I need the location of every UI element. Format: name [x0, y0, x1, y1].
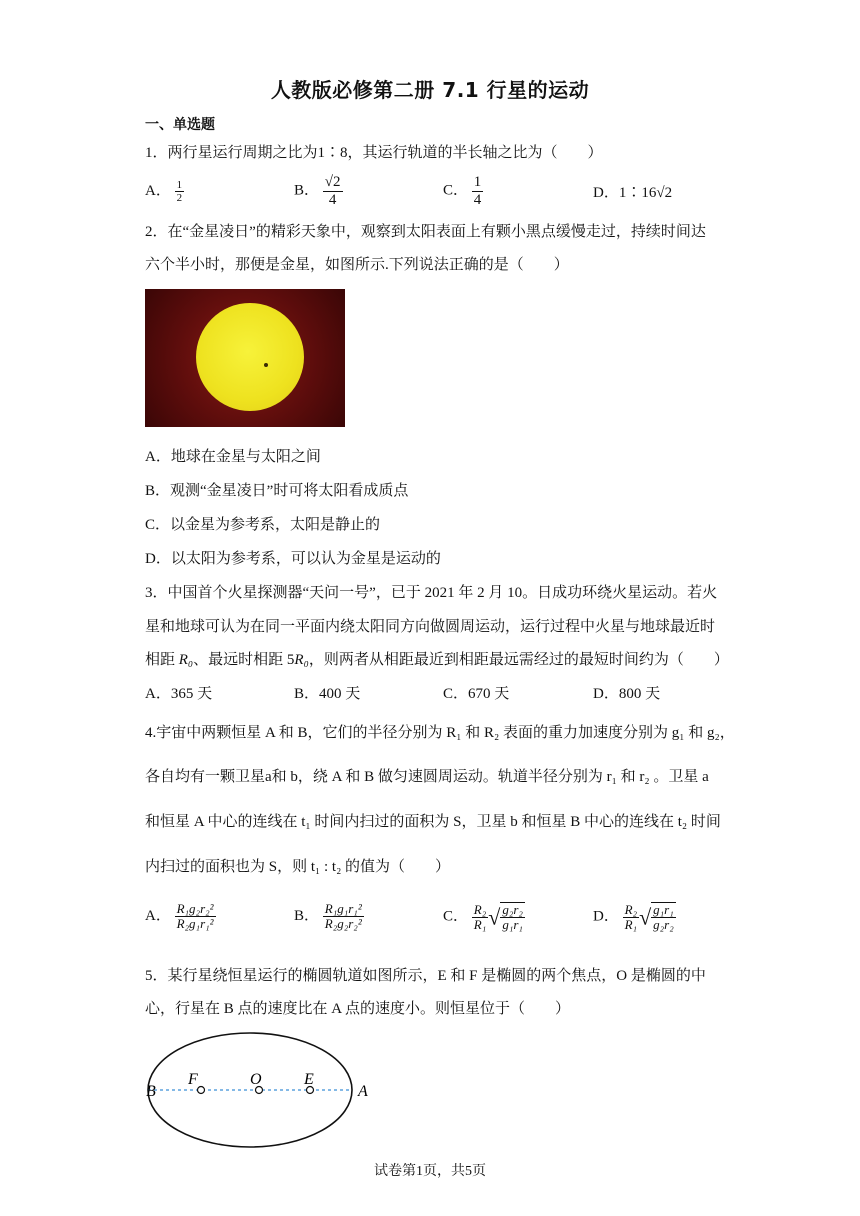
q4-a-label: A．	[145, 908, 171, 925]
q3-line3: 相距 R₀、最远时相距 5R₀，则两者从相距最近到相距最远需经过的最短时间约为（ ）	[145, 652, 729, 668]
q4-c-frac: $\frac{\text{g₂r₂}}{\text{g₁r₁}}$	[502, 902, 523, 933]
q1-d-label: D．	[593, 185, 619, 201]
q3-option-d[interactable]: D．800 天	[593, 686, 661, 702]
q1-option-a[interactable]	[145, 179, 184, 204]
label-f: F	[188, 1071, 198, 1088]
q4-b-frac: $\frac{\text{R₁g₁r₁²}}{\text{R₂g₂r₂²}}$	[324, 901, 362, 932]
label-b: B	[146, 1083, 156, 1100]
q1-option-d[interactable]	[593, 181, 672, 202]
q1-a-label: A．	[145, 183, 171, 200]
q4-option-a[interactable]	[145, 902, 216, 932]
q2-line1: 2．在“金星凌日”的精彩天象中，观察到太阳表面上有颗小黑点缓慢走过，持续时间达	[145, 224, 706, 240]
q3-option-b[interactable]: B．400 天	[294, 686, 361, 702]
q3-line1: 3．中国首个火星探测器“天问一号”，已于 2021 年 2 月 10。日成功环绕火星运动。若火	[145, 585, 718, 601]
q1-d-value: 1∶16√2	[618, 185, 673, 201]
q4-d-frac: $\frac{\text{g₁r₁}}{\text{g₂r₂}}$	[653, 902, 674, 933]
q2-option-c[interactable]: C．以金星为参考系，太阳是静止的	[145, 517, 381, 533]
q2-option-a[interactable]: A．地球在金星与太阳之间	[145, 449, 321, 465]
q4-line3: 和恒星 A 中心的连线在 t₁ 时间内扫过的面积为 S，卫星 b 和恒星 B 中心的连线在 t₂ 时间	[145, 814, 721, 830]
focus-f	[198, 1087, 205, 1094]
q2-line2: 六个半小时，那便是金星，如图所示.下列说法正确的是（ ）	[145, 257, 569, 273]
q5-line1: 5．某行星绕恒星运行的椭圆轨道如图所示，E 和 F 是椭圆的两个焦点，O 是椭圆的中	[145, 968, 706, 984]
q4-line4: 内扫过的面积也为 S，则 t₁ : t₂ 的值为（ ）	[145, 859, 451, 875]
q1-c-frac: $\frac{1}{4}$	[473, 174, 482, 208]
q2-option-b[interactable]: B．观测“金星凌日”时可将太阳看成质点	[145, 483, 409, 499]
label-o: O	[250, 1071, 262, 1088]
q4-line1: 4.宇宙中两颗恒星 A 和 B，它们的半径分别为 R₁ 和 R₂ 表面的重力加速度分别为 g₁ 和 g₂，	[145, 725, 735, 741]
sun-disk	[196, 303, 304, 411]
q1-c-label: C．	[443, 182, 469, 199]
q3-line2: 星和地球可认为在同一平面内绕太阳同方向做圆周运动，运行过程中火星与地球最近时	[145, 619, 716, 635]
q4-option-c[interactable]: C． $\frac{\text{R₂}}{\text{R₁}}$ √ $\frac{\text{g₂r₂}}{\text{g₁r₁}}$	[443, 901, 523, 933]
q4-c-pre: $\frac{\text{R₂}}{\text{R₁}}$	[473, 901, 487, 932]
q3-option-c[interactable]: C．670 天	[443, 686, 510, 702]
q1-stem: 1．两行星运行周期之比为1∶8，其运行轨道的半长轴之比为（ ）	[145, 145, 603, 161]
q1-a-frac: $\frac{1}{2}$	[176, 179, 183, 205]
q1-b-frac: $\frac{√2}{4}$	[324, 174, 341, 208]
q4-a-frac: $\frac{\text{R₁g₂r₂²}}{\text{R₂g₁r₁²}}$	[176, 901, 214, 932]
page-title: 人教版必修第二册 7.1 行星的运动	[270, 78, 590, 102]
q4-option-b[interactable]	[294, 902, 364, 932]
q4-option-d[interactable]: D． $\frac{\text{R₂}}{\text{R₁}}$ √ $\frac{\text{g₁r₁}}{\text{g₂r₂}}$	[593, 901, 674, 933]
venus-dot	[264, 363, 268, 367]
q1-option-b[interactable]	[294, 174, 343, 208]
label-e: E	[304, 1071, 314, 1088]
q4-c-label: C．	[443, 908, 469, 925]
q5-line2: 心，行星在 B 点的速度比在 A 点的速度小。则恒星位于（ ）	[145, 1001, 571, 1017]
ellipse-orbit-diagram	[140, 1030, 380, 1155]
q1-b-label: B．	[294, 182, 320, 199]
page-footer: 试卷第1页，共5页	[374, 1164, 486, 1179]
section-heading: 一、单选题	[145, 117, 215, 133]
q4-d-label: D．	[593, 908, 619, 925]
q2-option-d[interactable]: D．以太阳为参考系，可以认为金星是运动的	[145, 551, 441, 567]
q4-b-label: B．	[294, 908, 320, 925]
label-a: A	[358, 1083, 368, 1100]
q3-option-a[interactable]: A．365 天	[145, 686, 213, 702]
q4-line2: 各自均有一颗卫星a和 b，绕 A 和 B 做匀速圆周运动。轨道半径分别为 r₁ 和 r₂ 。卫星 a	[145, 769, 709, 785]
venus-transit-photo	[145, 289, 345, 427]
q4-d-pre: $\frac{\text{R₂}}{\text{R₁}}$	[624, 901, 638, 932]
q1-option-c[interactable]	[443, 174, 483, 208]
